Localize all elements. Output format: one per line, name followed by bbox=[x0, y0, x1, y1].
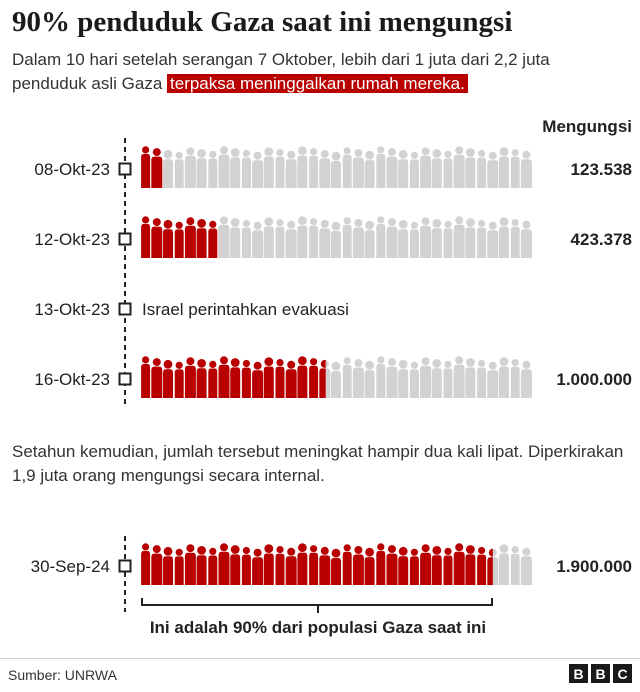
timeline-marker bbox=[120, 374, 131, 385]
timeline-marker bbox=[120, 304, 131, 315]
bbc-logo bbox=[569, 664, 632, 683]
population-bar-remaining bbox=[141, 146, 532, 188]
column-header: Mengungsi bbox=[542, 117, 632, 136]
logo-letter: C bbox=[613, 664, 632, 683]
logo-letter: B bbox=[569, 664, 588, 683]
date-label: 08-Okt-23 bbox=[34, 160, 110, 179]
date-label: 30-Sep-24 bbox=[30, 557, 110, 576]
annotation-note: Setahun kemudian, jumlah tersebut meningkat hampir dua kali lipat. Diperkirakan 1,9 juta orang mengungsi secara internal. bbox=[12, 442, 624, 485]
timeline-marker bbox=[120, 234, 131, 245]
bracket-label: Ini adalah 90% dari populasi Gaza saat ini bbox=[149, 618, 487, 637]
source-label: Sumber: UNRWA bbox=[8, 667, 117, 683]
value-label: 123.538 bbox=[570, 160, 632, 179]
value-label: 1.000.000 bbox=[556, 370, 632, 389]
population-bar-displaced bbox=[141, 543, 532, 585]
footer-divider bbox=[0, 658, 640, 659]
subtitle-highlight: terpaksa meninggalkan rumah mereka. bbox=[167, 74, 468, 93]
chart-title: 90% penduduk Gaza saat ini mengungsi bbox=[12, 6, 513, 38]
date-label: 13-Okt-23 bbox=[34, 300, 110, 319]
value-label: 1.900.000 bbox=[556, 557, 632, 576]
timeline-marker bbox=[120, 164, 131, 175]
event-label: Israel perintahkan evakuasi bbox=[142, 300, 349, 319]
subtitle-text: Dalam 10 hari setelah serangan 7 Oktober, lebih dari 1 juta dari 2,2 juta penduduk asli Gaza bbox=[12, 50, 550, 93]
logo-letter: B bbox=[591, 664, 610, 683]
value-label: 423.378 bbox=[570, 230, 632, 249]
date-label: 12-Okt-23 bbox=[34, 230, 110, 249]
timeline-marker bbox=[120, 561, 131, 572]
bracket bbox=[142, 598, 492, 605]
date-label: 16-Okt-23 bbox=[34, 370, 110, 389]
